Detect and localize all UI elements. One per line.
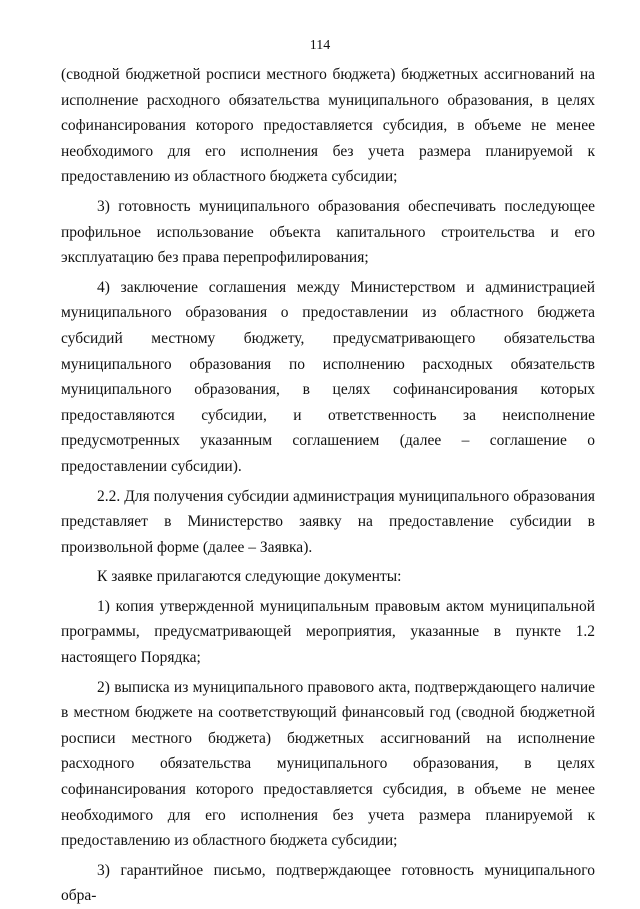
- paragraph-2-2: 2.2. Для получения субсидии администрация муниципального образования представляет в Министерство заявку на предоставление субсидии в произвольной форме (далее – Заявка).: [61, 487, 595, 556]
- paragraph-doc-3: 3) гарантийное письмо, подтверждающее готовность муниципального обра-: [61, 861, 595, 905]
- page-number: 114: [309, 38, 331, 53]
- paragraph-continuation: (сводной бюджетной росписи местного бюджета) бюджетных ассигнований на исполнение расходного обязательства муниципального образования, в целях софинансирования которого предоставляется субсидия, в объеме не менее необходимого для его исполнения без учета размера планируемой к предоставлению из областного бюджета субсидии;: [61, 66, 595, 186]
- paragraph-doc-2: 2) выписка из муниципального правового акта, подтверждающего наличие в местном бюджете на соответствующий финансовый год (сводной бюджетной росписи местного бюджета) бюджетных ассигнований на исполнение расходного обязательства муниципального образования, в целях софинансирования которого предоставляется субсидия, в объеме не менее необходимого для его исполнения без учета размера планируемой к предоставлению из областного бюджета субсидии;: [61, 678, 595, 850]
- paragraph-attachments-intro: К заявке прилагаются следующие документы:: [97, 568, 402, 586]
- paragraph-doc-1: 1) копия утвержденной муниципальным правовым актом муниципальной программы, предусматривающей мероприятия, указанные в пункте 1.2 настоящего Порядка;: [61, 597, 595, 667]
- paragraph-item-4: 4) заключение соглашения между Министерством и администрацией муниципального образования о предоставлении из областного бюджета субсидий местному бюджету, предусматривающего обязательства муниципального образования по исполнению расходных обязательств муниципального образования, в целях софинансирования которых предоставляются субсидии, и ответственность за неисполнение предусмотренных указанным соглашением (далее – соглашение о предоставлении субсидии).: [61, 278, 595, 475]
- document-body: [61, 62, 595, 909]
- paragraph-item-3: 3) готовность муниципального образования обеспечивать последующее профильное использование объекта капитального строительства и его эксплуатацию без права перепрофилирования;: [61, 197, 595, 267]
